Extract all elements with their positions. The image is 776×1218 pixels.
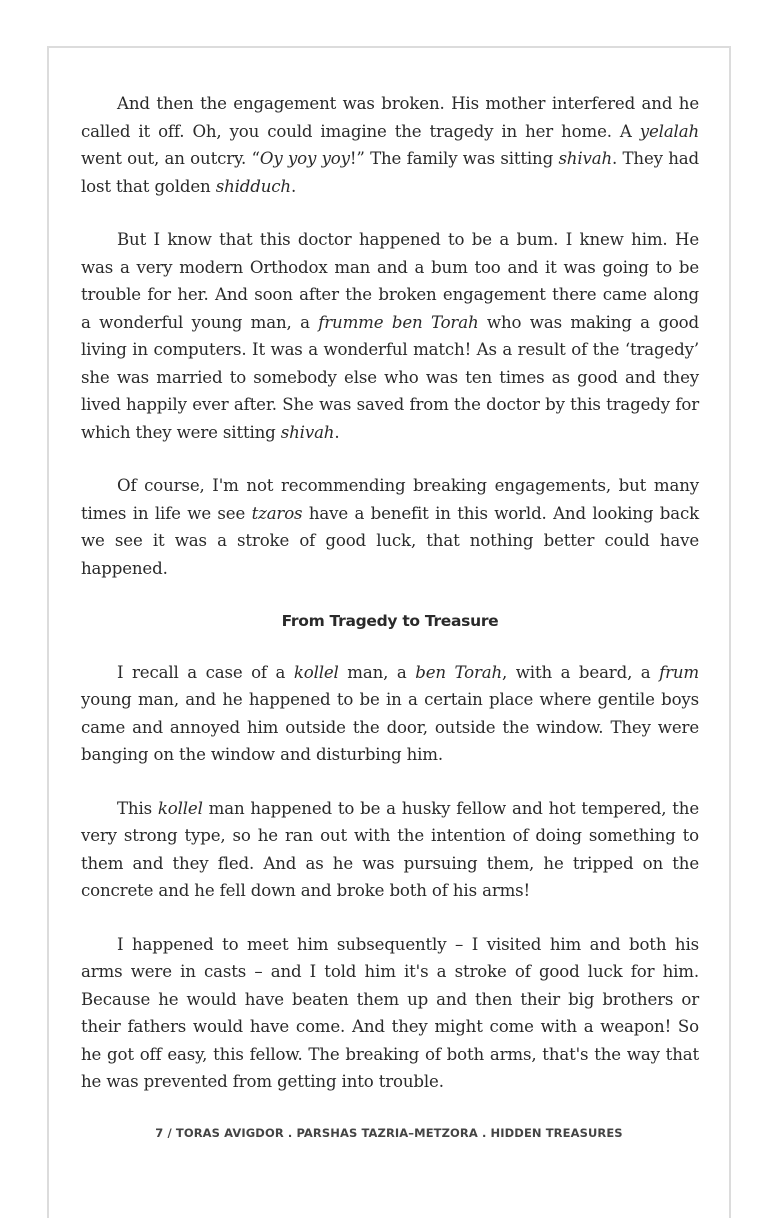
italic-term: kollel bbox=[293, 662, 339, 682]
text-run: young man, and he happened to be in a certain place where gentile boys came and annoyed him outside the door, outside the window. They were banging on the window and disturbing him. bbox=[81, 690, 699, 764]
text-run: Of course, I'm not recommending breaking engagements, but many times in life we see bbox=[81, 476, 699, 523]
italic-term: kollel bbox=[157, 798, 203, 818]
italic-term: shidduch bbox=[215, 176, 291, 196]
italic-term: ben Torah bbox=[415, 662, 503, 682]
paragraph bbox=[81, 226, 699, 446]
page-footer: 7 / TORAS AVIGDOR . PARSHAS TAZRIA–METZORA . HIDDEN TREASURES bbox=[155, 1126, 623, 1140]
italic-term: frumme ben Torah bbox=[318, 312, 479, 332]
text-run: But I know that this doctor happened to be a bum. I knew him. He was a very modern Orthodox man and a bum too and it was going to be trouble for her. And soon after the broken engagement there came along a wonderful young man, a bbox=[81, 230, 699, 332]
text-run: , with a beard, a bbox=[502, 662, 660, 682]
text-run: I recall a case of a bbox=[117, 662, 294, 682]
section-heading bbox=[81, 608, 699, 636]
italic-term: tzaros bbox=[251, 503, 303, 523]
text-run: have a benefit in this world. And looking back we see it was a stroke of good luck, that nothing better could have happened. bbox=[81, 503, 699, 578]
italic-term: yelalah bbox=[639, 121, 699, 141]
italic-term: shivah bbox=[558, 149, 613, 168]
paragraph bbox=[81, 472, 699, 582]
text-run: !” The family was sitting bbox=[349, 149, 559, 168]
text-run: went out, an outcry. “ bbox=[81, 149, 260, 168]
italic-term: frum bbox=[659, 662, 700, 682]
text-run: This bbox=[117, 798, 158, 818]
paragraph bbox=[81, 90, 699, 200]
paragraph bbox=[81, 931, 699, 1096]
paragraph bbox=[81, 795, 699, 905]
text-run: . bbox=[290, 176, 297, 196]
text-run: man happened to be a husky fellow and hot tempered, the very strong type, so he ran out with the intention of doing something to them and they fled. And as he was pursuing them, he tripped on the concrete and he fell down and broke both of his arms! bbox=[81, 798, 699, 900]
text-run: From Tragedy to Treasure bbox=[281, 612, 499, 630]
text-run: . bbox=[334, 422, 340, 442]
page-body bbox=[81, 90, 699, 1122]
document-page bbox=[47, 46, 731, 1218]
italic-term: Oy yoy yoy bbox=[259, 149, 350, 168]
text-run: I happened to meet him subsequently – I visited him and both his arms were in casts – and I told him it's a stroke of good luck for him. Because he would have beaten them up and then their big brothers or their fathers would have come. And they might come with a weapon! So he got off easy, this fellow. The breaking of both arms, that's the way that he was prevented from getting into trouble. bbox=[81, 934, 699, 1091]
text-run: who was making a good living in computers. It was a wonderful match! As a result of the ‘tragedy’ she was married to somebody else who was ten times as good and they lived happily ever after. She was saved from the doctor by this tragedy for which they were sitting bbox=[81, 312, 699, 442]
text-run: . They had lost that golden bbox=[81, 149, 699, 196]
italic-term: shivah bbox=[280, 422, 335, 442]
text-run: And then the engagement was broken. His mother interfered and he called it off. Oh, you could imagine the tragedy in her home. A bbox=[81, 94, 699, 141]
text-run: man, a bbox=[338, 662, 416, 682]
paragraph bbox=[81, 659, 699, 769]
